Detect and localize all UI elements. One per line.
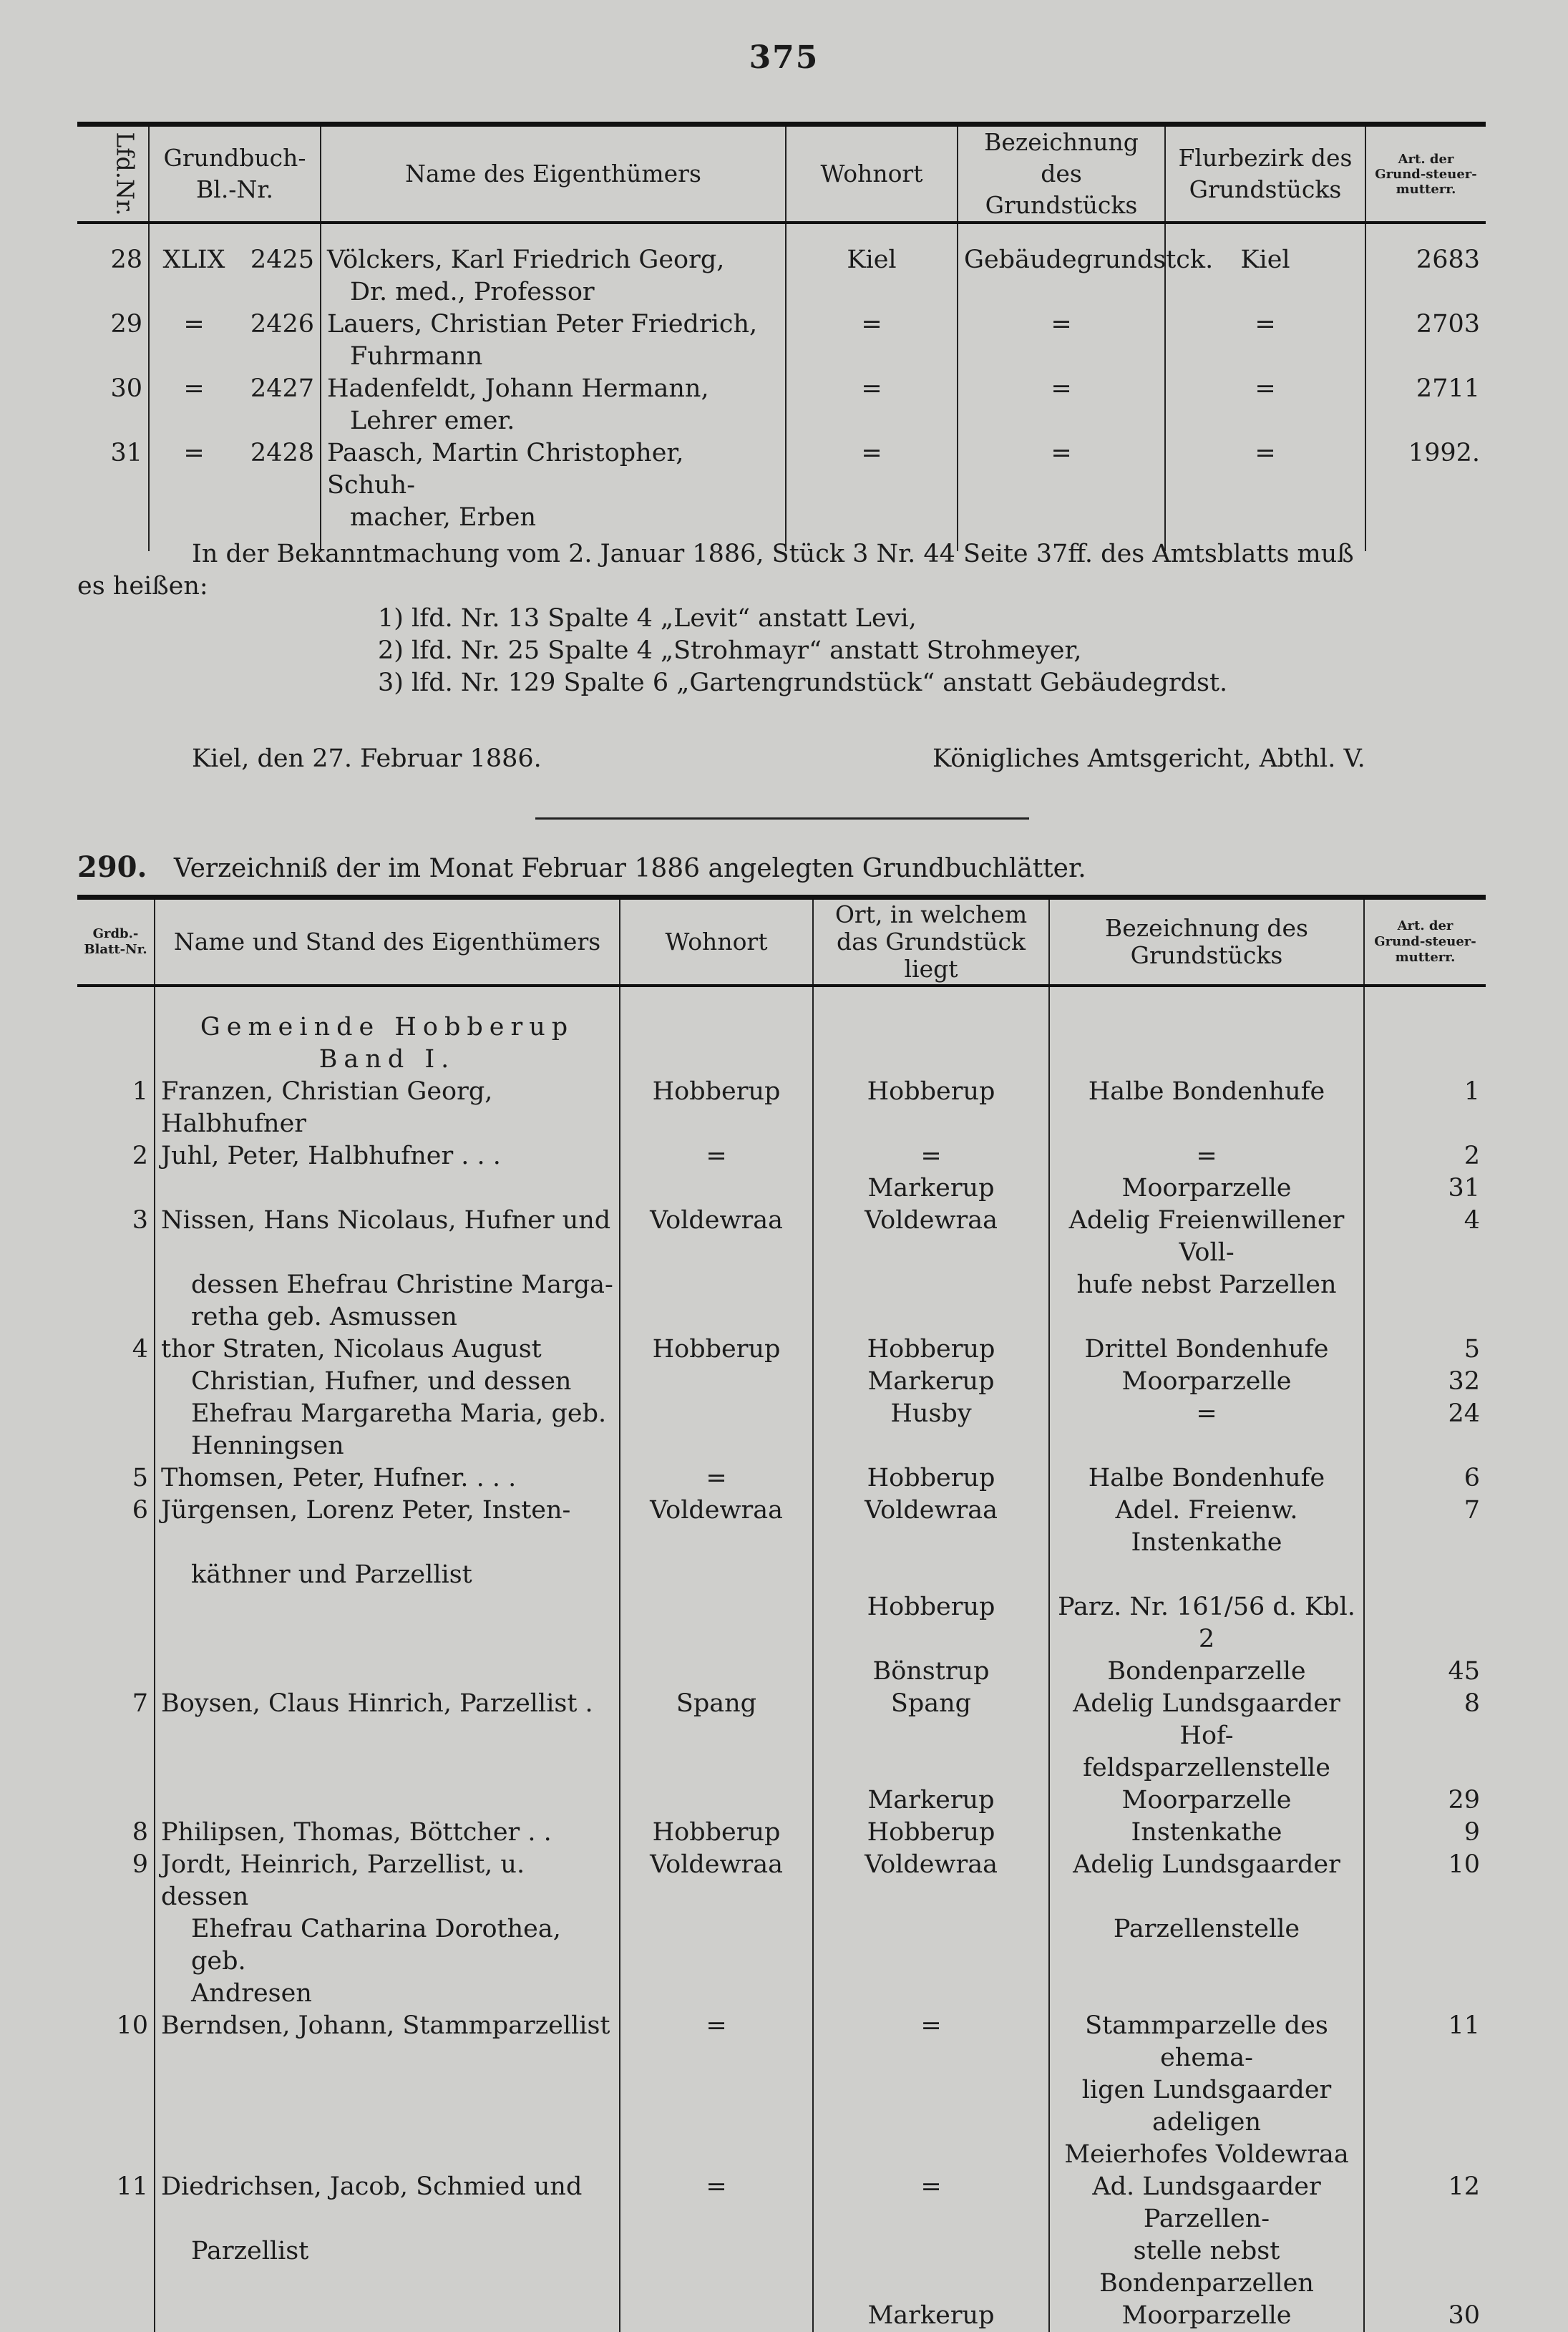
property-designation: Instenkathe [1049, 1817, 1364, 1849]
table-row [77, 1366, 1486, 1398]
owner-name: Andresen [155, 1978, 620, 2010]
residence: Hobberup [620, 1333, 813, 1366]
owner-name: Lauers, Christian Peter Friedrich, [321, 308, 786, 341]
tax-article: 32 [1364, 1366, 1486, 1398]
row-number: 31 [110, 439, 142, 467]
row-number: 29 [110, 310, 142, 339]
residence [620, 1301, 813, 1333]
owner-name [155, 1656, 620, 1688]
district: Kiel [1165, 223, 1365, 276]
owner-name: Christian, Hufner, und dessen [155, 1366, 620, 1398]
blatt-number: 9 [132, 1850, 148, 1879]
property-designation: Bondenparzelle [1049, 1656, 1364, 1688]
blatt-number: 11 [116, 2172, 148, 2201]
property-location: Hobberup [813, 1817, 1049, 1849]
residence: Kiel [786, 223, 958, 276]
header-flurbezirk: Flurbezirk des Grundstücks [1165, 125, 1365, 223]
table-row [77, 2171, 1486, 2235]
tax-article [1364, 1978, 1486, 2010]
property-designation: Moorparzelle [1049, 1366, 1364, 1398]
table-row [77, 373, 1486, 405]
property-designation: = [1049, 1398, 1364, 1430]
blatt-number: 4 [132, 1335, 148, 1364]
grundbuch-register-table [77, 895, 1486, 2332]
band-number: = [149, 308, 238, 341]
owner-name [155, 2074, 620, 2139]
section-title: Verzeichniß der im Monat Februar 1886 angelegten Grundbuchlätter. [173, 854, 1086, 883]
property-location: = [813, 2010, 1049, 2074]
header-name-stand: Name und Stand des Eigenthümers [155, 898, 620, 986]
property-designation: Meierhofes Voldewraa [1049, 2139, 1364, 2171]
owner-name: retha geb. Asmussen [155, 1301, 620, 1333]
residence: Spang [620, 1688, 813, 1752]
tax-article: 31 [1364, 1172, 1486, 1205]
property-designation: = [958, 308, 1165, 341]
property-location: Markerup [813, 2300, 1049, 2332]
tax-article [1364, 1913, 1486, 1978]
tax-article: 10 [1364, 1849, 1486, 1913]
blatt-number [77, 2074, 155, 2139]
property-location: Voldewraa [813, 1205, 1049, 1269]
table-row [77, 1462, 1486, 1495]
correction-3: 3) lfd. Nr. 129 Spalte 6 „Gartengrundstück“ anstatt Gebäudegrdst. [378, 669, 1228, 697]
property-designation: Moorparzelle [1049, 1172, 1364, 1205]
blatt-number [77, 1430, 155, 1462]
property-designation: = [958, 437, 1165, 502]
district: = [1165, 308, 1365, 341]
residence [620, 1430, 813, 1462]
property-designation: Halbe Bondenhufe [1049, 1076, 1364, 1140]
property-location [813, 1269, 1049, 1301]
residence: = [620, 2171, 813, 2235]
tax-article: 8 [1364, 1688, 1486, 1752]
residence [620, 1398, 813, 1430]
property-location: Hobberup [813, 1076, 1049, 1140]
property-location: Voldewraa [813, 1849, 1049, 1913]
header-blatt-nr: Grdb.-Blatt-Nr. [77, 898, 155, 986]
row-number: 28 [110, 246, 142, 274]
gemeinde-row [77, 986, 1486, 1044]
table-row [77, 1495, 1486, 1559]
tax-article: 4 [1364, 1205, 1486, 1269]
property-designation: Ad. Lundsgaarder Parzellen- [1049, 2171, 1364, 2235]
tax-article: 1992. [1365, 437, 1486, 502]
blatt-number: 2425 [250, 246, 314, 274]
blatt-number [77, 1913, 155, 1978]
residence [620, 1591, 813, 1656]
header-art: Art. der Grund-steuer-mutterr. [1364, 898, 1486, 986]
blatt-number: 2428 [250, 439, 314, 467]
tax-article [1364, 1559, 1486, 1591]
table-row [77, 1559, 1486, 1591]
band-number: XLIX [149, 223, 238, 276]
tax-article: 2 [1364, 1140, 1486, 1172]
table-row [77, 1656, 1486, 1688]
tax-article: 29 [1364, 1784, 1486, 1817]
row-number: 30 [110, 374, 142, 403]
district: = [1165, 437, 1365, 502]
owner-name: Jordt, Heinrich, Parzellist, u. dessen [155, 1849, 620, 1913]
place-date: Kiel, den 27. Februar 1886. [192, 744, 542, 773]
blatt-number [77, 1301, 155, 1333]
residence [620, 1366, 813, 1398]
property-designation: feldsparzellenstelle [1049, 1752, 1364, 1784]
property-designation [1049, 1301, 1364, 1333]
tax-article [1364, 2235, 1486, 2300]
property-location [813, 1301, 1049, 1333]
tax-article [1364, 1591, 1486, 1656]
tax-article: 1 [1364, 1076, 1486, 1140]
header-bezeichnung: Bezeichnung des Grundstücks [958, 125, 1165, 223]
tax-article: 24 [1364, 1398, 1486, 1430]
tax-article: 45 [1364, 1656, 1486, 1688]
correction-1: 1) lfd. Nr. 13 Spalte 4 „Levit“ anstatt Levi, [378, 604, 917, 633]
residence [620, 2300, 813, 2332]
residence [620, 1913, 813, 1978]
property-designation [1049, 1559, 1364, 1591]
table-row [77, 223, 1486, 276]
blatt-number: 5 [132, 1464, 148, 1492]
residence: Voldewraa [620, 1495, 813, 1559]
blatt-number [77, 2139, 155, 2171]
band-row [77, 1044, 1486, 1076]
table-row [77, 1398, 1486, 1430]
residence [620, 1784, 813, 1817]
table2-header [77, 898, 1486, 986]
owner-name [155, 1752, 620, 1784]
table-row [77, 1430, 1486, 1462]
residence: = [620, 1462, 813, 1495]
property-designation: Moorparzelle [1049, 1784, 1364, 1817]
header-name: Name des Eigenthümers [321, 125, 786, 223]
table-row [77, 1172, 1486, 1205]
owner-name: Franzen, Christian Georg, Halbhufner [155, 1076, 620, 1140]
tax-article: 30 [1364, 2300, 1486, 2332]
table-row [77, 1784, 1486, 1817]
table-row [77, 2300, 1486, 2332]
tax-article: 9 [1364, 1817, 1486, 1849]
header-ort: Ort, in welchem das Grundstück liegt [813, 898, 1049, 986]
table-row [77, 1076, 1486, 1140]
property-designation: Moorparzelle [1049, 2300, 1364, 2332]
owner-name: Thomsen, Peter, Hufner. . . . [155, 1462, 620, 1495]
property-designation: hufe nebst Parzellen [1049, 1269, 1364, 1301]
table-row [77, 1591, 1486, 1656]
owner-name: Philipsen, Thomas, Böttcher . . [155, 1817, 620, 1849]
header-wohnort: Wohnort [786, 125, 958, 223]
property-designation: Drittel Bondenhufe [1049, 1333, 1364, 1366]
property-location [813, 2235, 1049, 2300]
owner-name: Nissen, Hans Nicolaus, Hufner und [155, 1205, 620, 1269]
blatt-number: 7 [132, 1689, 148, 1718]
owner-name: Völckers, Karl Friedrich Georg, [321, 223, 786, 276]
header-lfd-nr: Lfd.Nr. [77, 125, 149, 223]
property-location: Markerup [813, 1172, 1049, 1205]
residence [620, 2139, 813, 2171]
property-location: = [813, 2171, 1049, 2235]
band-number: = [149, 373, 238, 405]
owner-name: Ehefrau Catharina Dorothea, geb. [155, 1913, 620, 1978]
authority: Königliches Amtsgericht, Abthl. V. [932, 744, 1365, 773]
owner-name [155, 1591, 620, 1656]
table-row [77, 2010, 1486, 2074]
residence: Voldewraa [620, 1205, 813, 1269]
blatt-number [77, 1366, 155, 1398]
property-location: Hobberup [813, 1462, 1049, 1495]
header-grundbuch-nr: Grundbuch-Bl.-Nr. [149, 125, 321, 223]
property-designation: Adelig Freienwillener Voll- [1049, 1205, 1364, 1269]
property-designation: Stammparzelle des ehema- [1049, 2010, 1364, 2074]
separator-rule [535, 817, 1029, 820]
property-location: Markerup [813, 1784, 1049, 1817]
property-designation: = [958, 373, 1165, 405]
property-designation [1049, 1978, 1364, 2010]
tax-article: 5 [1364, 1333, 1486, 1366]
property-location [813, 1978, 1049, 2010]
blatt-number [77, 1752, 155, 1784]
residence [620, 1978, 813, 2010]
owner-name [155, 1784, 620, 1817]
table-row [77, 2139, 1486, 2171]
tax-article: 12 [1364, 2171, 1486, 2235]
table-row [77, 1913, 1486, 1978]
blatt-number [77, 1978, 155, 2010]
blatt-number [77, 2300, 155, 2332]
property-location: Hobberup [813, 1591, 1049, 1656]
owner-name: Henningsen [155, 1430, 620, 1462]
tax-article: 7 [1364, 1495, 1486, 1559]
property-table-kiel [77, 122, 1486, 551]
owner-name: Diedrichsen, Jacob, Schmied und [155, 2171, 620, 2235]
owner-name: käthner und Parzellist [155, 1559, 620, 1591]
table-row [77, 1269, 1486, 1301]
table-row [77, 1849, 1486, 1913]
table-row [77, 1688, 1486, 1752]
property-designation: ligen Lundsgaarder adeligen [1049, 2074, 1364, 2139]
owner-name-continued: Fuhrmann [321, 341, 786, 373]
owner-name: Jürgensen, Lorenz Peter, Insten- [155, 1495, 620, 1559]
residence [620, 1656, 813, 1688]
residence: = [786, 373, 958, 405]
tax-article: 2703 [1365, 308, 1486, 341]
tax-article: 2711 [1365, 373, 1486, 405]
blatt-number: 8 [132, 1818, 148, 1847]
property-location [813, 2139, 1049, 2171]
owner-name [155, 2139, 620, 2171]
blatt-number [77, 1172, 155, 1205]
residence: = [620, 1140, 813, 1172]
table-row [77, 2074, 1486, 2139]
owner-name: Boysen, Claus Hinrich, Parzellist . [155, 1688, 620, 1752]
blatt-number: 2 [132, 1142, 148, 1170]
owner-name: Berndsen, Johann, Stammparzellist [155, 2010, 620, 2074]
tax-article [1364, 1301, 1486, 1333]
header-wohnort: Wohnort [620, 898, 813, 986]
table-row [77, 1817, 1486, 1849]
header-art: Art. der Grund-steuer-mutterr. [1365, 125, 1486, 223]
owner-name: thor Straten, Nicolaus August [155, 1333, 620, 1366]
table-row [77, 437, 1486, 502]
tax-article [1364, 2074, 1486, 2139]
tax-article: 2683 [1365, 223, 1486, 276]
property-designation [1049, 1430, 1364, 1462]
blatt-number [77, 1269, 155, 1301]
owner-name-continued: macher, Erben [321, 502, 786, 551]
blatt-number: 3 [132, 1206, 148, 1235]
property-designation: stelle nebst Bondenparzellen [1049, 2235, 1364, 2300]
table-row [77, 308, 1486, 341]
tax-article: 11 [1364, 2010, 1486, 2074]
blatt-number [77, 1591, 155, 1656]
blatt-number [77, 2235, 155, 2300]
property-designation: Halbe Bondenhufe [1049, 1462, 1364, 1495]
property-location: Spang [813, 1688, 1049, 1752]
blatt-number: 1 [132, 1077, 148, 1106]
property-location: Husby [813, 1398, 1049, 1430]
property-designation: Adelig Lundsgaarder [1049, 1849, 1364, 1913]
property-designation: Parzellenstelle [1049, 1913, 1364, 1978]
table-row [77, 1752, 1486, 1784]
owner-name-continued: Dr. med., Professor [321, 276, 786, 308]
residence: = [620, 2010, 813, 2074]
property-location: Markerup [813, 1366, 1049, 1398]
property-location: = [813, 1140, 1049, 1172]
blatt-number: 2426 [250, 310, 314, 339]
district: = [1165, 373, 1365, 405]
table-row [77, 1978, 1486, 2010]
owner-name-continued: Lehrer emer. [321, 405, 786, 437]
notice-line-1: In der Bekanntmachung vom 2. Januar 1886, Stück 3 Nr. 44 Seite 37ff. des Amtsblatts muß [192, 540, 1354, 568]
residence: Hobberup [620, 1076, 813, 1140]
table-row-continuation [77, 405, 1486, 437]
property-location [813, 1559, 1049, 1591]
blatt-number [77, 1398, 155, 1430]
band-number: = [149, 437, 238, 502]
band-title: Band I. [155, 1044, 620, 1076]
blatt-number [77, 1784, 155, 1817]
table-row [77, 1333, 1486, 1366]
correction-notice [77, 538, 1486, 699]
residence [620, 1752, 813, 1784]
residence [620, 1172, 813, 1205]
table1-header [77, 125, 1486, 223]
tax-article: 6 [1364, 1462, 1486, 1495]
property-designation: = [1049, 1140, 1364, 1172]
residence [620, 2074, 813, 2139]
property-location: Hobberup [813, 1333, 1049, 1366]
owner-name: dessen Ehefrau Christine Marga- [155, 1269, 620, 1301]
gemeinde-title: Gemeinde Hobberup [155, 986, 620, 1044]
blatt-number [77, 1656, 155, 1688]
tax-article [1364, 1269, 1486, 1301]
section-number: 290. [77, 850, 147, 884]
tax-article [1364, 2139, 1486, 2171]
property-location [813, 1913, 1049, 1978]
blatt-number: 6 [132, 1496, 148, 1525]
table-row [77, 1205, 1486, 1269]
residence: = [786, 437, 958, 502]
tax-article [1364, 1752, 1486, 1784]
table-row-continuation [77, 276, 1486, 308]
residence [620, 1559, 813, 1591]
residence: Voldewraa [620, 1849, 813, 1913]
property-designation: Gebäudegrundstck. [958, 223, 1165, 276]
notice-line-2: es heißen: [77, 572, 208, 601]
property-designation: Adelig Lundsgaarder Hof- [1049, 1688, 1364, 1752]
owner-name: Paasch, Martin Christopher, Schuh- [321, 437, 786, 502]
table-row [77, 1301, 1486, 1333]
page-number: 375 [749, 39, 819, 76]
property-location [813, 1752, 1049, 1784]
property-location [813, 2074, 1049, 2139]
correction-2: 2) lfd. Nr. 25 Spalte 4 „Strohmayr“ anstatt Strohmeyer, [378, 636, 1082, 665]
header-bezeichnung: Bezeichnung des Grundstücks [1049, 898, 1364, 986]
property-designation: Parz. Nr. 161/56 d. Kbl. 2 [1049, 1591, 1364, 1656]
owner-name: Ehefrau Margaretha Maria, geb. [155, 1398, 620, 1430]
owner-name: Juhl, Peter, Halbhufner . . . [155, 1140, 620, 1172]
table-row [77, 1140, 1486, 1172]
property-location [813, 1430, 1049, 1462]
residence: Hobberup [620, 1817, 813, 1849]
residence [620, 2235, 813, 2300]
property-designation: Adel. Freienw. Instenkathe [1049, 1495, 1364, 1559]
tax-article [1364, 1430, 1486, 1462]
property-location: Bönstrup [813, 1656, 1049, 1688]
blatt-number: 2427 [250, 374, 314, 403]
owner-name: Hadenfeldt, Johann Hermann, [321, 373, 786, 405]
blatt-number [77, 1559, 155, 1591]
property-location: Voldewraa [813, 1495, 1049, 1559]
section-heading [77, 850, 1486, 884]
owner-name [155, 1172, 620, 1205]
blatt-number: 10 [116, 2011, 148, 2040]
table-row-continuation [77, 341, 1486, 373]
table-row [77, 2235, 1486, 2300]
residence [620, 1269, 813, 1301]
residence: = [786, 308, 958, 341]
owner-name: Parzellist [155, 2235, 620, 2300]
owner-name [155, 2300, 620, 2332]
